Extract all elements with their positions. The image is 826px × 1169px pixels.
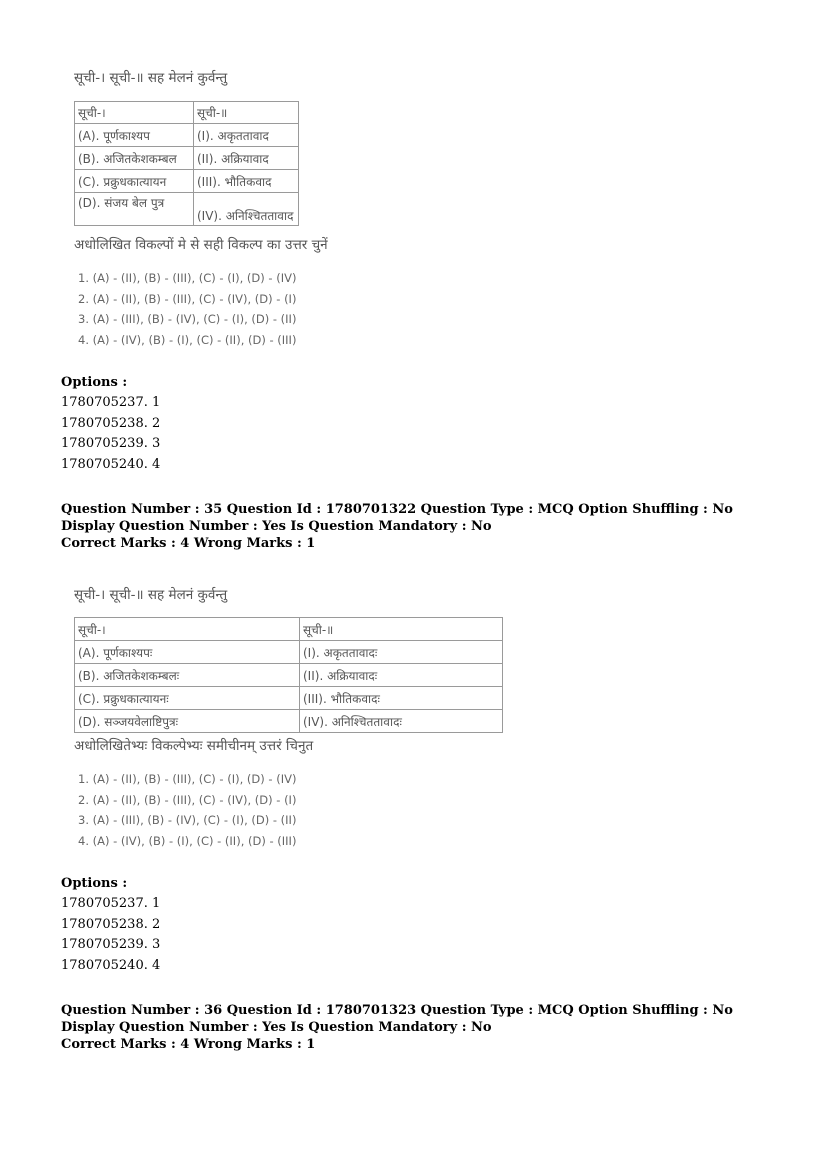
table-cell: (I). अकृततावादः: [300, 641, 503, 664]
choice-item: 4. (A) - (IV), (B) - (I), (C) - (II), (D) - (III): [78, 833, 297, 848]
option-item: 1780705238. 2: [61, 916, 161, 932]
option-item: 1780705240. 4: [61, 456, 161, 472]
q34-instruction: अधोलिखित विकल्पों मे से सही विकल्प का उत्तर चुनें: [74, 237, 328, 253]
q34-title: सूची-। सूची-॥ सह मेलनं कुर्वन्तु: [74, 70, 228, 86]
table-cell: (III). भौतिकवादः: [300, 687, 503, 710]
table-header-cell: सूची-।: [75, 102, 194, 124]
q35-options-list: [61, 894, 160, 976]
table-cell: (II). अक्रियावाद: [194, 147, 299, 170]
choice-item: 2. (A) - (II), (B) - (III), (C) - (IV), (D) - (I): [78, 291, 297, 306]
q35-meta: [61, 501, 781, 552]
q34-choices: [78, 268, 296, 350]
table-row: [75, 664, 503, 687]
q34-match-table: [74, 101, 299, 226]
choice-item: 2. (A) - (II), (B) - (III), (C) - (IV), (D) - (I): [78, 792, 297, 807]
question-meta-text: Question Number : 35 Question Id : 1780701322 Question Type : MCQ Option Shuffling : No Display Question Number : Yes Is Question Mandatory : No: [61, 502, 733, 534]
table-cell: (D). सञ्जयवेलाष्टिपुत्रः: [75, 710, 300, 733]
table-cell: (A). पूर्णकाश्यपः: [75, 641, 300, 664]
table-header-cell: सूची-॥: [194, 102, 299, 124]
choice-item: 3. (A) - (III), (B) - (IV), (C) - (I), (D) - (II): [78, 813, 297, 827]
option-item: 1780705239. 3: [61, 937, 161, 952]
table-header-cell: सूची-।: [75, 618, 300, 641]
question-marks: Correct Marks : 4 Wrong Marks : 1: [61, 536, 316, 551]
table-cell: (C). प्रक्रुधकात्यायनः: [75, 687, 300, 710]
choice-item: 4. (A) - (IV), (B) - (I), (C) - (II), (D) - (III): [78, 332, 297, 347]
table-cell: (IV). अनिश्चिततावादः: [300, 710, 503, 733]
q35-choices: [78, 769, 296, 851]
choice-item: 3. (A) - (III), (B) - (IV), (C) - (I), (D) - (II): [78, 312, 297, 326]
option-item: 1780705237. 1: [61, 395, 161, 410]
table-row: [75, 710, 503, 733]
table-row: [75, 618, 503, 641]
table-row: [75, 641, 503, 664]
table-cell: (D). संजय बेल पुत्र: [75, 193, 194, 226]
table-row: [75, 687, 503, 710]
table-header-cell: सूची-॥: [300, 618, 503, 641]
option-item: 1780705237. 1: [61, 896, 161, 911]
table-cell: (B). अजितकेशकम्बलः: [75, 664, 300, 687]
table-row: [75, 147, 299, 170]
q35-match-table: [74, 617, 503, 733]
question-meta-text: Question Number : 36 Question Id : 1780701323 Question Type : MCQ Option Shuffling : No Display Question Number : Yes Is Question Mandatory : No: [61, 1003, 733, 1035]
q34-options-label: Options :: [61, 375, 128, 390]
table-cell: (B). अजितकेशकम्बल: [75, 147, 194, 170]
table-cell: (II). अक्रियावादः: [300, 664, 503, 687]
table-cell: (A). पूर्णकाश्यप: [75, 124, 194, 147]
option-item: 1780705240. 4: [61, 957, 161, 973]
option-item: 1780705239. 3: [61, 436, 161, 451]
q36-meta: [61, 1002, 781, 1053]
table-cell: (III). भौतिकवाद: [194, 170, 299, 193]
table-row: [75, 193, 299, 226]
table-row: [75, 102, 299, 124]
table-cell: (I). अकृततावाद: [194, 124, 299, 147]
table-row: [75, 124, 299, 147]
table-cell: (IV). अनिश्चिततावाद: [194, 193, 299, 226]
q34-options-list: [61, 393, 160, 475]
q35-title: सूची-। सूची-॥ सह मेलनं कुर्वन्तु: [74, 587, 228, 603]
table-row: [75, 170, 299, 193]
q35-options-label: Options :: [61, 876, 128, 891]
option-item: 1780705238. 2: [61, 415, 161, 431]
question-marks: Correct Marks : 4 Wrong Marks : 1: [61, 1037, 316, 1052]
choice-item: 1. (A) - (II), (B) - (III), (C) - (I), (D) - (IV): [78, 271, 297, 285]
q35-instruction: अधोलिखितेभ्यः विकल्पेभ्यः समीचीनम् उत्तरं चिनुत: [74, 738, 314, 754]
choice-item: 1. (A) - (II), (B) - (III), (C) - (I), (D) - (IV): [78, 772, 297, 786]
table-cell: (C). प्रक्रुधकात्यायन: [75, 170, 194, 193]
